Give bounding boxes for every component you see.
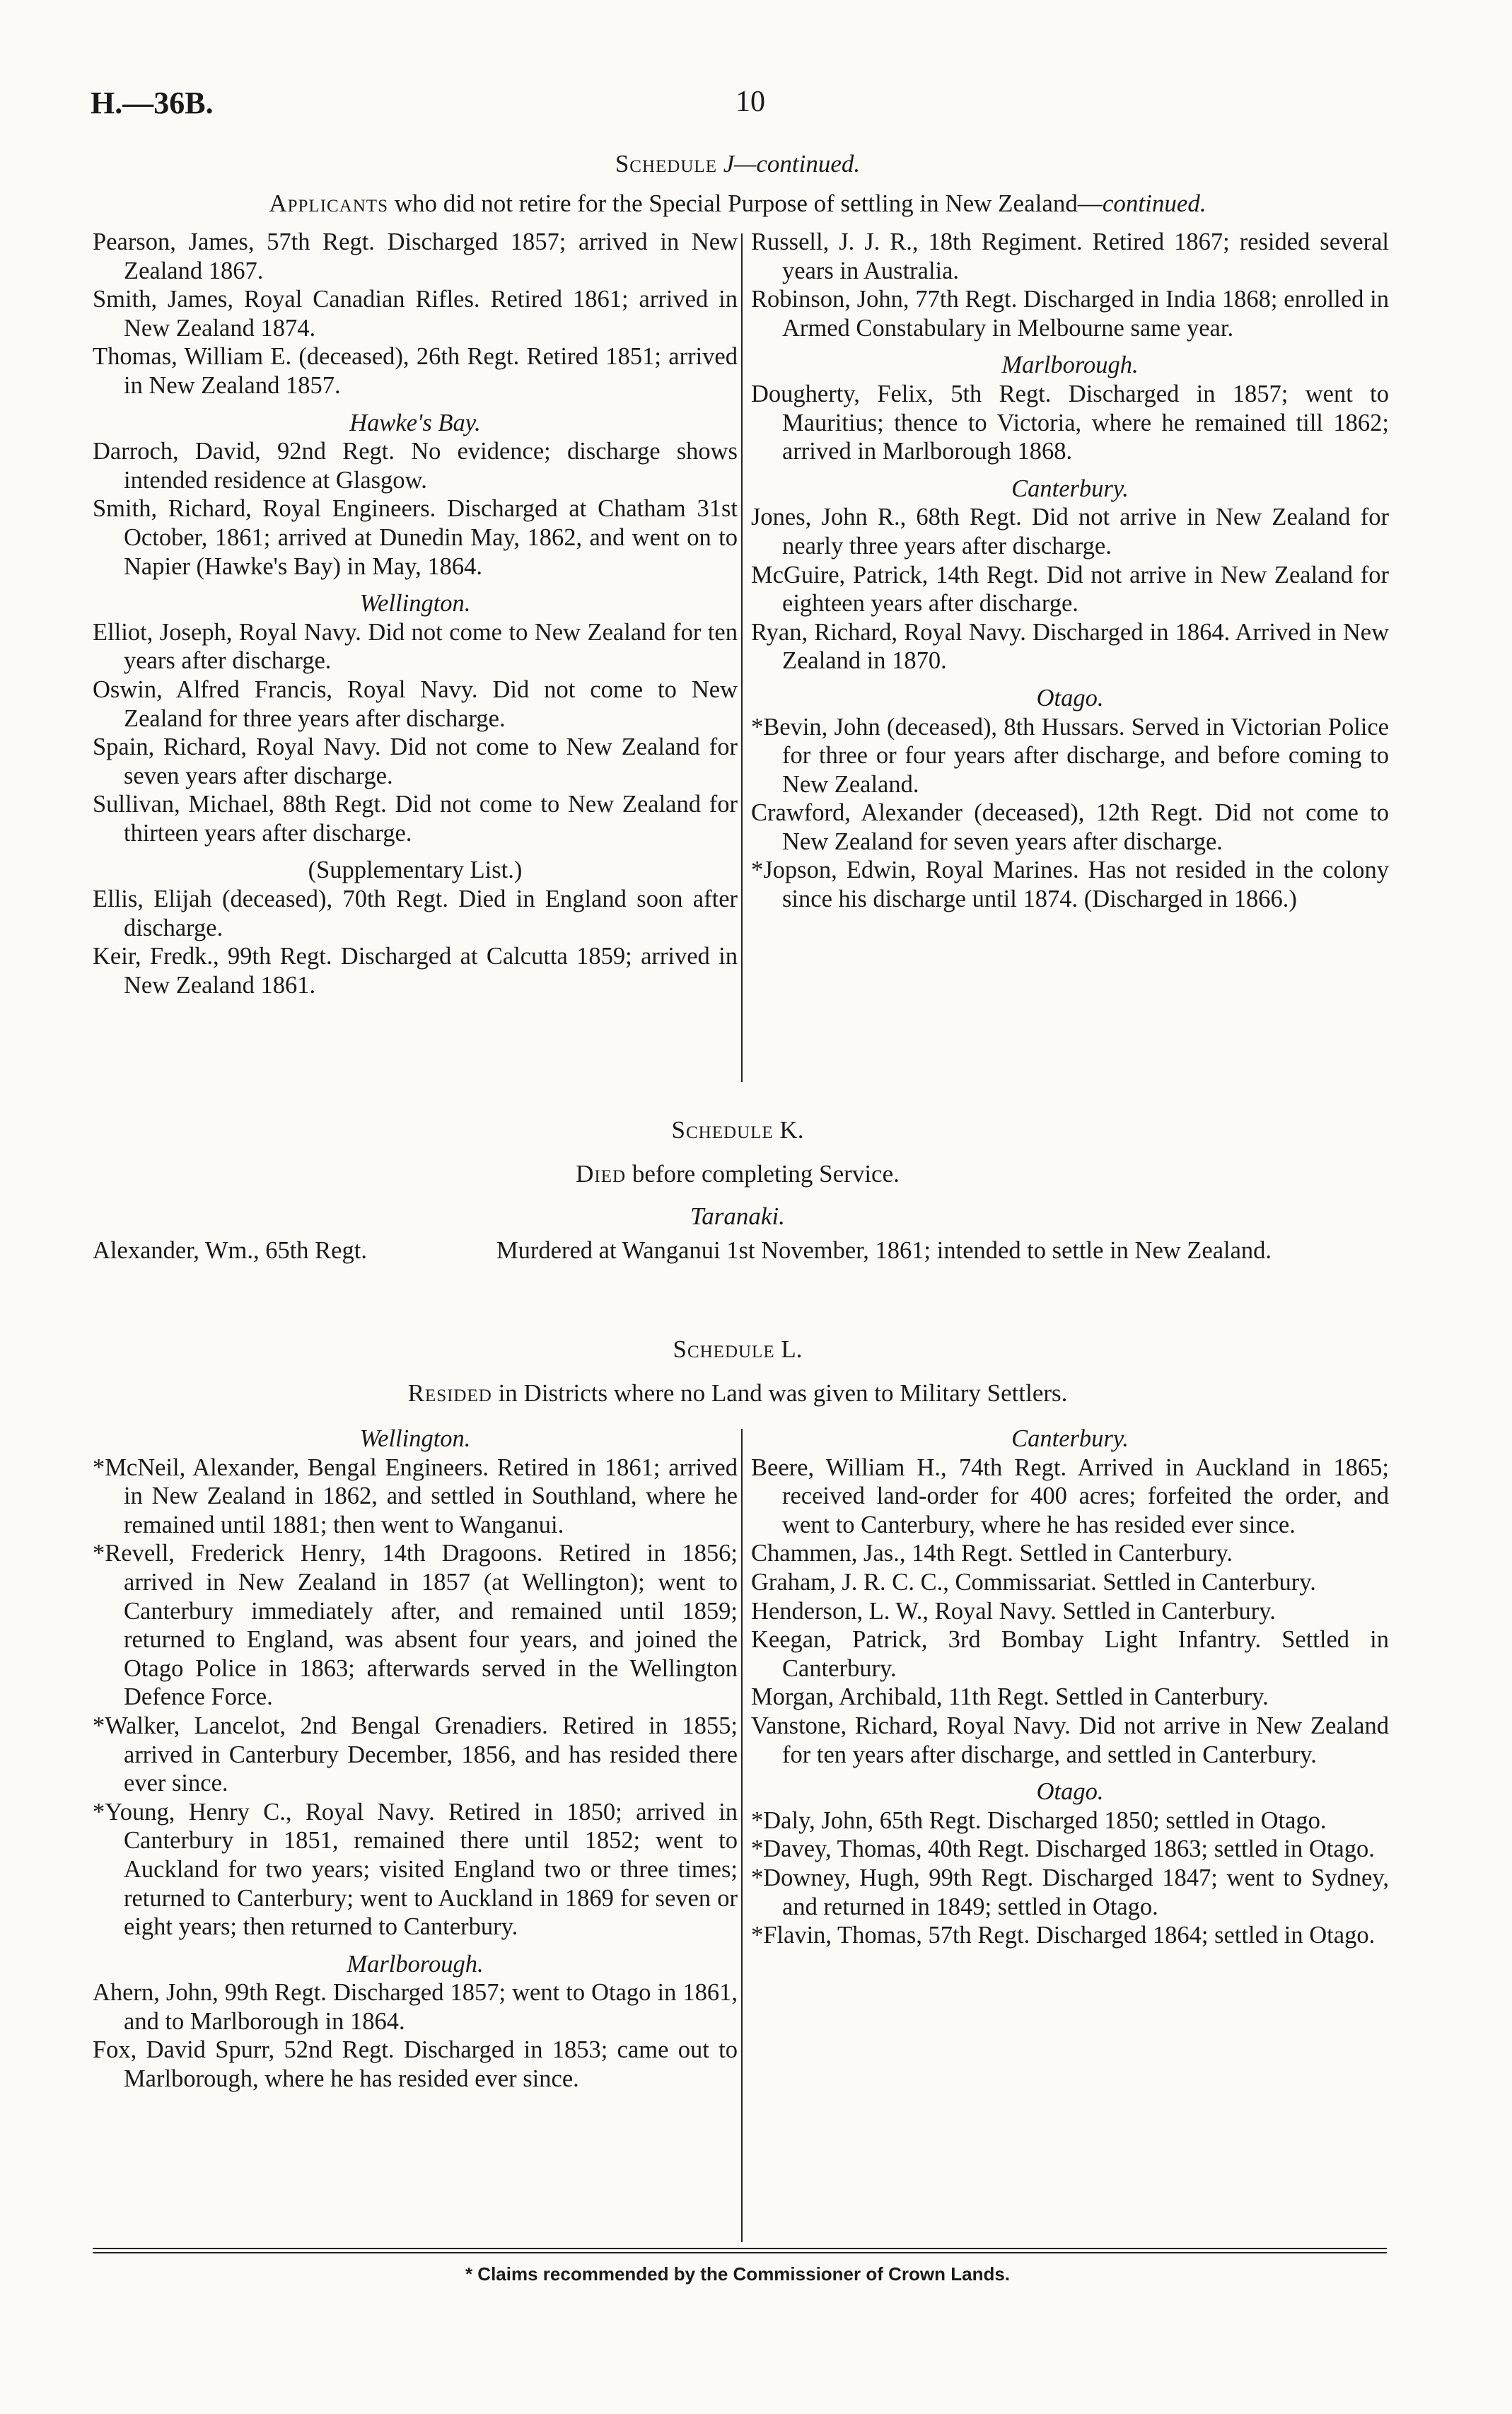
- list-item: Ahern, John, 99th Regt. Discharged 1857; went to Otago in 1861, and to Marlborough in 1864.: [93, 1979, 738, 2035]
- list-item: Sullivan, Michael, 88th Regt. Did not come to New Zealand for thirteen years after discharge.: [93, 791, 738, 847]
- section-heading: Otago.: [1036, 684, 1104, 712]
- list-item: Darroch, David, 92nd Regt. No evidence; discharge shows intended residence at Glasgow.: [93, 438, 738, 494]
- list-item: *Revell, Frederick Henry, 14th Dragoons. Retired in 1856; arrived in New Zealand in 1857 (at Wellington); went to Canterbury immediately after, and remained until 1859; returned to England, was absent four years, and joined the Otago Police in 1863; afterwards served in the Wellington Defence Force.: [93, 1540, 738, 1711]
- footnote: * Claims recommended by the Commissioner of Crown Lands.: [465, 2263, 1011, 2285]
- page-number: 10: [735, 86, 765, 118]
- list-item: Dougherty, Felix, 5th Regt. Discharged in 1857; went to Mauritius; thence to Victoria, where he remained till 1862; arrived in Marlborough 1868.: [751, 380, 1389, 465]
- list-item: *Daly, John, 65th Regt. Discharged 1850; settled in Otago.: [751, 1806, 1327, 1834]
- list-item: Vanstone, Richard, Royal Navy. Did not arrive in New Zealand for ten years after discharge, and settled in Canterbury.: [751, 1712, 1389, 1768]
- list-item: *Flavin, Thomas, 57th Regt. Discharged 1864; settled in Otago.: [751, 1922, 1376, 1949]
- list-item: *Walker, Lancelot, 2nd Bengal Grenadiers. Retired in 1855; arrived in Canterbury December, 1856, and has resided there ever since.: [93, 1712, 738, 1797]
- section-heading: Marlborough.: [347, 1950, 484, 1978]
- section-heading: Hawke's Bay.: [349, 409, 481, 436]
- list-item: Spain, Richard, Royal Navy. Did not come to New Zealand for seven years after discharge.: [93, 733, 738, 789]
- list-item: *McNeil, Alexander, Bengal Engineers. Retired in 1861; arrived in New Zealand in 1862, and settled in Southland, where he remained until 1881; then went to Wanganui.: [93, 1453, 738, 1538]
- list-item: Oswin, Alfred Francis, Royal Navy. Did not come to New Zealand for three years after discharge.: [93, 675, 738, 732]
- list-item: Smith, Richard, Royal Engineers. Discharged at Chatham 31st October, 1861; arrived at Dunedin May, 1862, and went on to Napier (Hawke's Bay) in May, 1864.: [93, 495, 738, 580]
- schedule-j-right-column: [751, 228, 1389, 914]
- list-item: Beere, William H., 74th Regt. Arrived in Auckland in 1865; received land-order for 400 acres; forfeited the order, and went to Canterbury, where he has resided ever since.: [751, 1453, 1389, 1538]
- footnote-rule: [93, 2252, 1387, 2253]
- footnote-rule: [93, 2248, 1387, 2249]
- list-item: Graham, J. R. C. C., Commissariat. Settled in Canterbury.: [751, 1568, 1316, 1596]
- list-item: Robinson, John, 77th Regt. Discharged in India 1868; enrolled in Armed Constabulary in Melbourne same year.: [751, 286, 1389, 342]
- section-heading: Canterbury.: [1011, 475, 1129, 502]
- document-reference: H.—36B.: [91, 86, 214, 120]
- section-heading: (Supplementary List.): [308, 857, 523, 884]
- section-heading: Wellington.: [359, 1425, 471, 1452]
- section-heading: Marlborough.: [1001, 352, 1139, 379]
- list-item: Keegan, Patrick, 3rd Bombay Light Infantry. Settled in Canterbury.: [751, 1626, 1389, 1682]
- schedule-l-left-column: [93, 1416, 738, 2094]
- list-item: *Jopson, Edwin, Royal Marines. Has not resided in the colony since his discharge until 1874. (Discharged in 1866.): [751, 857, 1389, 913]
- list-item: Morgan, Archibald, 11th Regt. Settled in Canterbury.: [751, 1683, 1269, 1711]
- section-heading: Otago.: [1036, 1778, 1104, 1806]
- section-heading: Canterbury.: [1011, 1425, 1129, 1452]
- schedule-j-subtitle: Applicants who did not retire for the Special Purpose of settling in New Zealand—continued.: [269, 190, 1206, 217]
- schedule-k-title: Schedule K.: [671, 1116, 804, 1144]
- list-item: Thomas, William E. (deceased), 26th Regt. Retired 1851; arrived in New Zealand 1857.: [93, 343, 738, 399]
- schedule-k-region: Taranaki.: [690, 1202, 785, 1230]
- column-divider: [741, 1429, 743, 2242]
- list-item: Pearson, James, 57th Regt. Discharged 1857; arrived in New Zealand 1867.: [93, 228, 738, 284]
- schedule-j-left-column: [93, 228, 738, 999]
- list-item: *Young, Henry C., Royal Navy. Retired in 1850; arrived in Canterbury in 1851, remained there until 1852; went to Auckland for two years; visited England two or three times; returned to Canterbury; went to Auckland in 1869 for seven or eight years; then returned to Canterbury.: [93, 1798, 738, 1941]
- list-item: *Bevin, John (deceased), 8th Hussars. Served in Victorian Police for three or four years after discharge, and before coming to New Zealand.: [751, 713, 1389, 798]
- section-heading: Wellington.: [359, 590, 471, 617]
- list-item: Russell, J. J. R., 18th Regiment. Retired 1867; resided several years in Australia.: [751, 228, 1389, 284]
- list-item: Keir, Fredk., 99th Regt. Discharged at Calcutta 1859; arrived in New Zealand 1861.: [93, 943, 738, 999]
- list-item: Chammen, Jas., 14th Regt. Settled in Canterbury.: [751, 1540, 1233, 1567]
- schedule-k-entry-name: Alexander, Wm., 65th Regt.: [93, 1237, 367, 1264]
- schedule-k-subtitle: Died before completing Service.: [576, 1160, 900, 1188]
- list-item: Crawford, Alexander (deceased), 12th Regt. Did not come to New Zealand for seven years after discharge.: [751, 799, 1389, 855]
- list-item: Ryan, Richard, Royal Navy. Discharged in 1864. Arrived in New Zealand in 1870.: [751, 618, 1389, 675]
- list-item: *Downey, Hugh, 99th Regt. Discharged 1847; went to Sydney, and returned in 1849; settled in Otago.: [751, 1864, 1389, 1920]
- list-item: Ellis, Elijah (deceased), 70th Regt. Died in England soon after discharge.: [93, 886, 738, 941]
- list-item: Jones, John R., 68th Regt. Did not arrive in New Zealand for nearly three years after discharge.: [751, 504, 1389, 559]
- list-item: Smith, James, Royal Canadian Rifles. Retired 1861; arrived in New Zealand 1874.: [93, 286, 738, 342]
- column-divider: [741, 233, 743, 1082]
- list-item: Fox, David Spurr, 52nd Regt. Discharged in 1853; came out to Marlborough, where he has resided ever since.: [93, 2036, 738, 2093]
- schedule-k-entry-text: Murdered at Wanganui 1st November, 1861; intended to settle in New Zealand.: [496, 1237, 1272, 1264]
- schedule-l-title: Schedule L.: [673, 1335, 803, 1363]
- schedule-l-subtitle: Resided in Districts where no Land was given to Military Settlers.: [407, 1379, 1068, 1407]
- list-item: Henderson, L. W., Royal Navy. Settled in Canterbury.: [751, 1597, 1276, 1625]
- list-item: Elliot, Joseph, Royal Navy. Did not come to New Zealand for ten years after discharge.: [93, 618, 738, 675]
- list-item: McGuire, Patrick, 14th Regt. Did not arrive in New Zealand for eighteen years after discharge.: [751, 561, 1389, 617]
- schedule-l-right-column: [751, 1416, 1389, 1950]
- schedule-j-title: Schedule J—continued.: [615, 150, 861, 178]
- list-item: *Davey, Thomas, 40th Regt. Discharged 1863; settled in Otago.: [751, 1835, 1375, 1863]
